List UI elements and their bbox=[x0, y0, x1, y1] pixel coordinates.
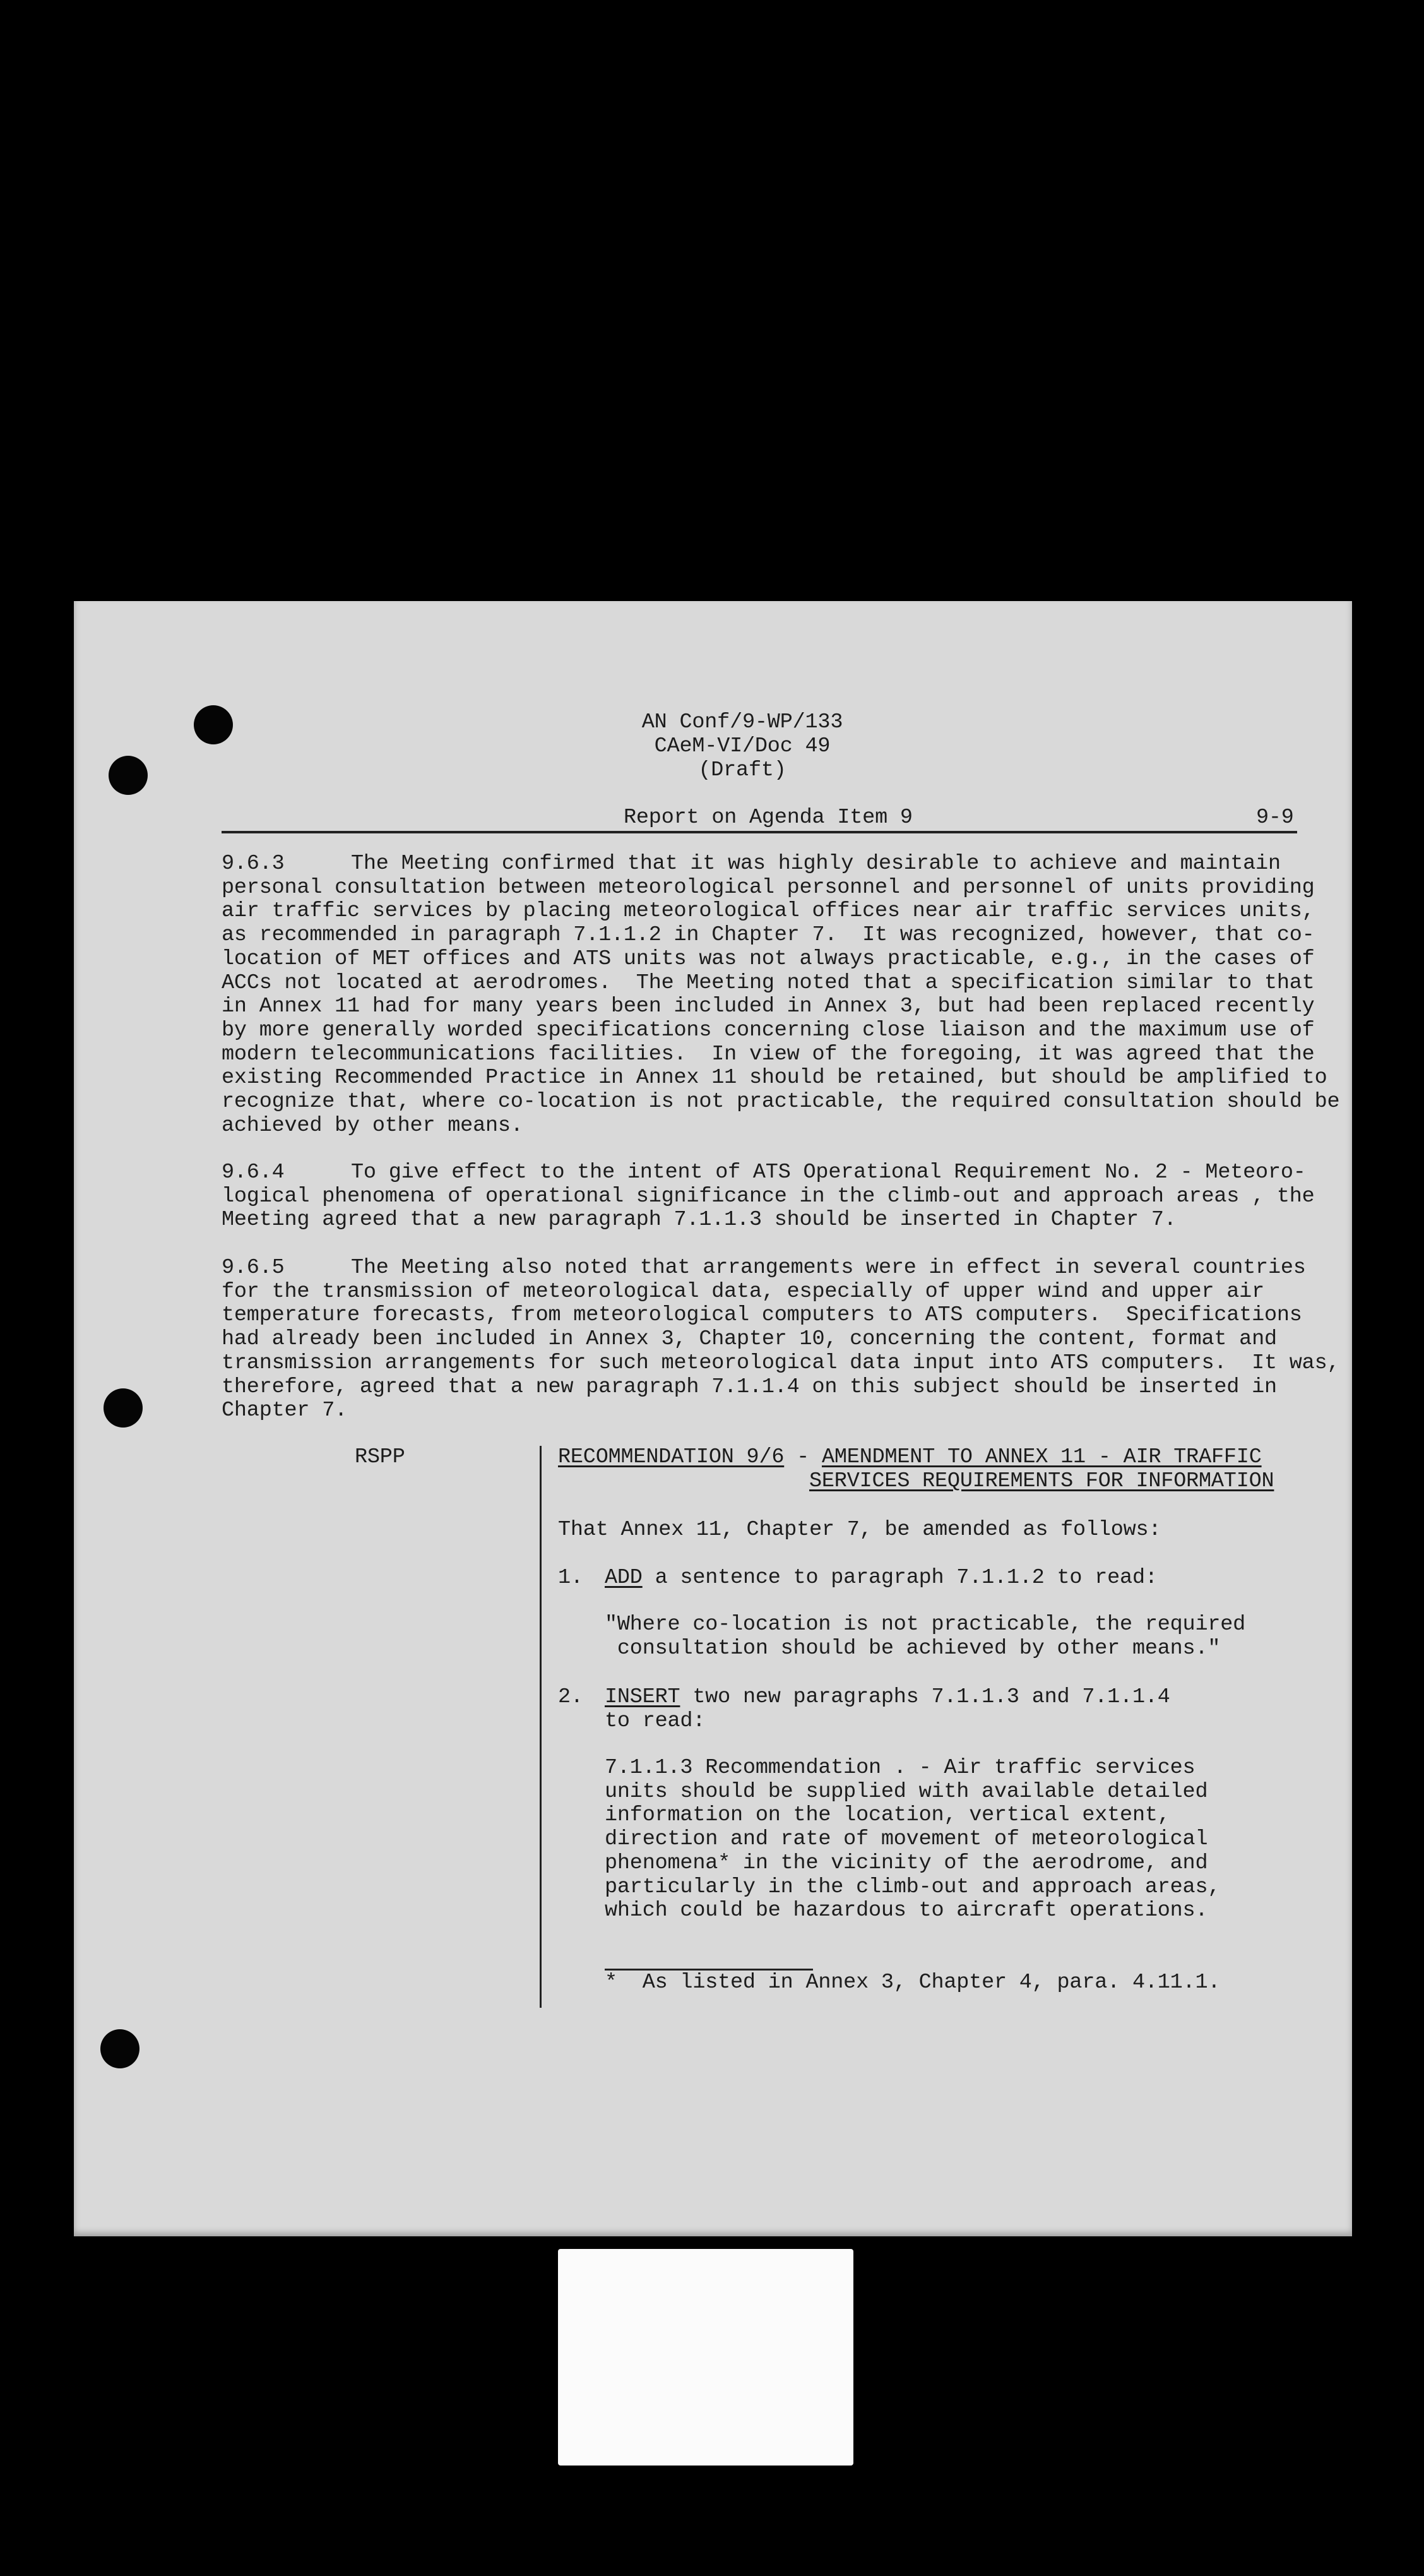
item-1-number: 1. bbox=[558, 1566, 583, 1590]
item-2-line-2: to read: bbox=[605, 1709, 706, 1733]
recommendation-heading: RECOMMENDATION 9/6 - AMENDMENT TO ANNEX 11 - AIR TRAFFIC bbox=[558, 1445, 1262, 1469]
paragraph-line: To give effect to the intent of ATS Operational Requirement No. 2 - Meteoro- bbox=[351, 1160, 1306, 1184]
paragraph-line: The Meeting also noted that arrangements were in effect in several countries bbox=[351, 1256, 1306, 1280]
paragraph-line: modern telecommunications facilities. In view of the foregoing, it was agreed that the bbox=[222, 1042, 1315, 1066]
margin-label: RSPP bbox=[355, 1445, 405, 1469]
paragraph-line: recognize that, where co-location is not practicable, the required consultation should be bbox=[222, 1090, 1340, 1114]
punch-hole bbox=[104, 1388, 143, 1428]
new-paragraph-line: direction and rate of movement of meteorological bbox=[605, 1827, 1208, 1852]
doc-ref-2: CAeM-VI/Doc 49 bbox=[654, 734, 831, 758]
paragraph-number: 9.6.5 bbox=[222, 1256, 285, 1280]
paragraph-line: transmission arrangements for such meteorological data input into ATS computers. It was, bbox=[222, 1351, 1340, 1375]
page-number: 9-9 bbox=[1256, 806, 1294, 830]
new-paragraph-line: which could be hazardous to aircraft operations. bbox=[605, 1899, 1208, 1923]
new-paragraph-line: information on the location, vertical extent, bbox=[605, 1803, 1170, 1828]
paragraph-line: personal consultation between meteorological personnel and personnel of units providing bbox=[222, 875, 1315, 900]
paragraph-line: as recommended in paragraph 7.1.1.2 in Chapter 7. It was recognized, however, that co- bbox=[222, 923, 1315, 948]
header-rule bbox=[222, 831, 1297, 833]
paragraph-line: for the transmission of meteorological data, especially of upper wind and upper air bbox=[222, 1279, 1264, 1304]
report-title: Report on Agenda Item 9 bbox=[624, 806, 913, 830]
item-2-number: 2. bbox=[558, 1685, 583, 1709]
paragraph-line: Chapter 7. bbox=[222, 1398, 348, 1423]
doc-ref-1: AN Conf/9-WP/133 bbox=[641, 710, 843, 734]
paragraph-number: 9.6.3 bbox=[222, 852, 285, 876]
new-paragraph-line: units should be supplied with available detailed bbox=[605, 1779, 1208, 1804]
white-card bbox=[558, 2249, 853, 2466]
paragraph-line: logical phenomena of operational significance in the climb-out and approach areas , the bbox=[222, 1184, 1315, 1208]
paragraph-line: ACCs not located at aerodromes. The Meeting noted that a specification similar to that bbox=[222, 970, 1315, 995]
punch-hole bbox=[109, 756, 148, 795]
new-paragraph-line: phenomena* in the vicinity of the aerodrome, and bbox=[605, 1851, 1208, 1875]
paragraph-line: had already been included in Annex 3, Chapter 10, concerning the content, format and bbox=[222, 1327, 1277, 1352]
footnote: * As listed in Annex 3, Chapter 4, para. 4.11.1. bbox=[605, 1971, 1221, 1995]
paragraph-line: The Meeting confirmed that it was highly desirable to achieve and maintain bbox=[351, 852, 1281, 876]
item-1-quote-2: consultation should be achieved by other means." bbox=[605, 1637, 1221, 1661]
item-2: INSERT two new paragraphs 7.1.1.3 and 7.1.1.4 bbox=[605, 1685, 1170, 1709]
draft-status: (Draft) bbox=[698, 758, 786, 782]
paragraph-line: existing Recommended Practice in Annex 11 should be retained, but should be amplified to bbox=[222, 1066, 1327, 1090]
paragraph-line: temperature forecasts, from meteorological computers to ATS computers. Specifications bbox=[222, 1303, 1302, 1328]
punch-hole bbox=[194, 705, 233, 744]
recommendation-intro: That Annex 11, Chapter 7, be amended as follows: bbox=[558, 1518, 1161, 1542]
paragraph-line: Meeting agreed that a new paragraph 7.1.1.3 should be inserted in Chapter 7. bbox=[222, 1208, 1177, 1232]
new-paragraph-line: 7.1.1.3 Recommendation . - Air traffic services bbox=[605, 1756, 1196, 1780]
paragraph-number: 9.6.4 bbox=[222, 1160, 285, 1184]
paragraph-line: therefore, agreed that a new paragraph 7.1.1.4 on this subject should be inserted in bbox=[222, 1374, 1277, 1399]
paragraph-line: in Annex 11 had for many years been included in Annex 3, but had been replaced recently bbox=[222, 994, 1315, 1019]
paragraph-line: by more generally worded specifications concerning close liaison and the maximum use of bbox=[222, 1018, 1315, 1042]
paragraph-line: achieved by other means. bbox=[222, 1113, 523, 1138]
margin-rule bbox=[540, 1446, 542, 2008]
paragraph-line: location of MET offices and ATS units was not always practicable, e.g., in the cases of bbox=[222, 946, 1315, 971]
new-paragraph-line: particularly in the climb-out and approach areas, bbox=[605, 1875, 1221, 1899]
item-1: ADD a sentence to paragraph 7.1.1.2 to read: bbox=[605, 1566, 1158, 1590]
paragraph-line: air traffic services by placing meteorological offices near air traffic services units, bbox=[222, 899, 1315, 924]
item-1-quote-1: "Where co-location is not practicable, the required bbox=[605, 1613, 1246, 1637]
recommendation-heading-2: SERVICES REQUIREMENTS FOR INFORMATION bbox=[809, 1469, 1274, 1493]
punch-hole bbox=[100, 2029, 139, 2068]
